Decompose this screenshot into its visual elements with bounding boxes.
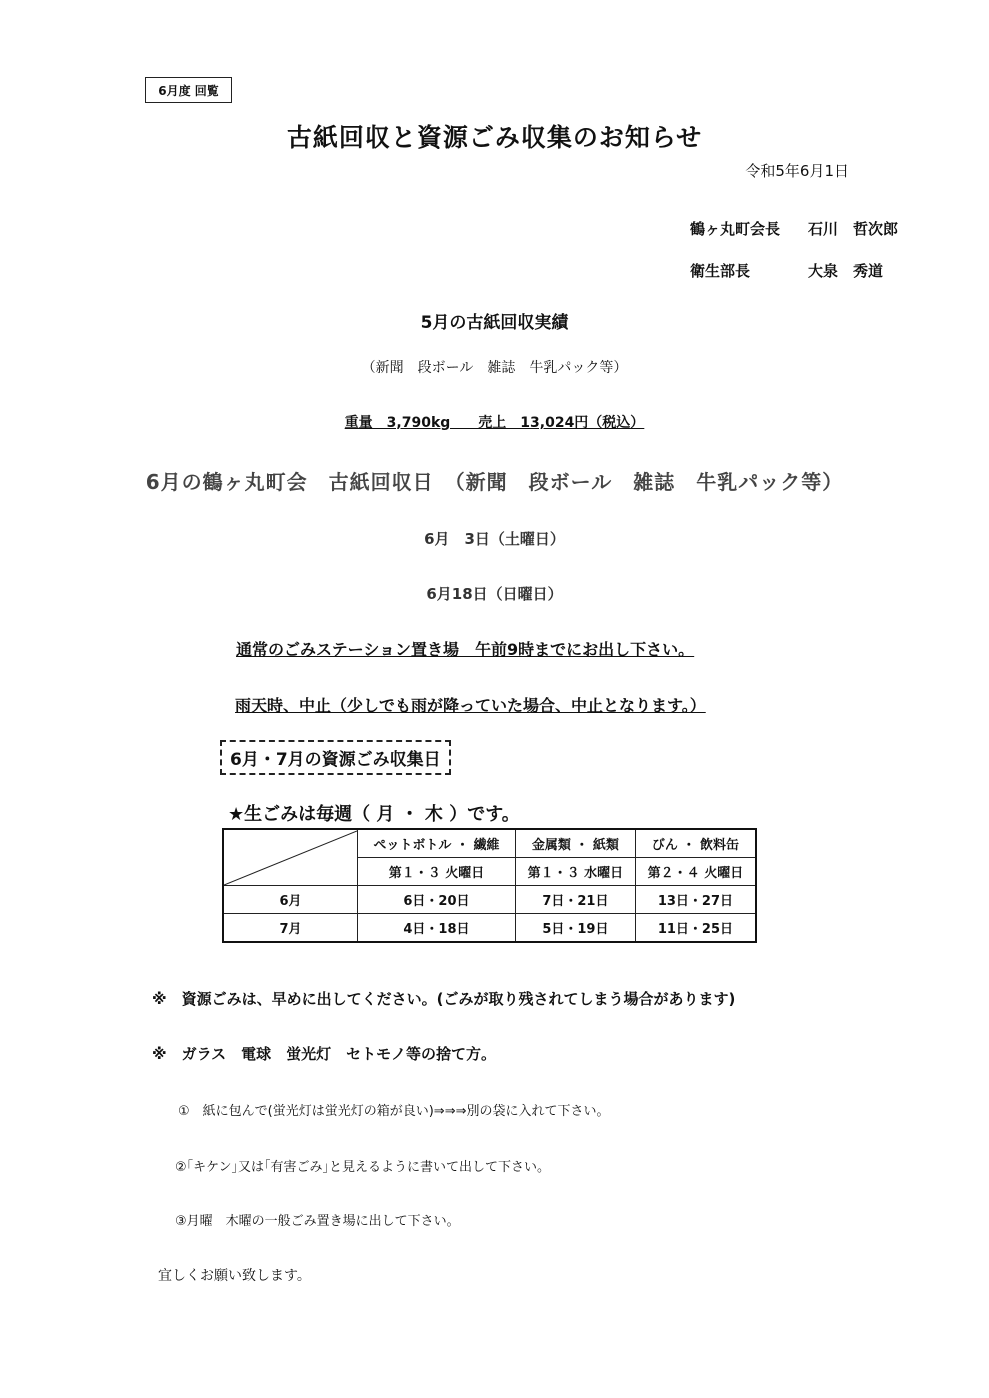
table-row: [223, 829, 756, 858]
place-notice: 通常のごみステーション置き場 午前9時までにお出し下さい。: [236, 640, 695, 659]
diagonal-line: [224, 830, 357, 886]
collection-date-1: 6月 3日（土曜日）: [424, 530, 565, 548]
may-results-weight: [0, 412, 989, 432]
rain-notice: 雨天時、中止（少しでも雨が降っていた場合、中止となります。）: [235, 696, 706, 715]
month-cell: 7月: [223, 914, 358, 943]
date-cell: 4日・18日: [358, 914, 516, 943]
date-cell: 6日・20日: [358, 886, 516, 914]
signatory-sanitation: [690, 260, 883, 281]
step-2: ②｢キケン｣又は｢有害ごみ｣と見えるように書いて出して下さい。: [175, 1160, 551, 1175]
schedule-cell: 第２・４ 火曜日: [635, 858, 756, 886]
table-header: びん ・ 飲料缶: [635, 829, 756, 858]
schedule-cell: 第１・３ 火曜日: [358, 858, 516, 886]
signatory-role: 鶴ヶ丸町会長: [690, 220, 781, 238]
signatory-role: 衛生部長: [690, 262, 751, 280]
table-row: [223, 886, 756, 914]
date-cell: 5日・19日: [515, 914, 635, 943]
collection-date-2: 6月18日（日曜日）: [426, 585, 563, 603]
date-cell: 11日・25日: [635, 914, 756, 943]
step-3: ③月曜 木曜の一般ごみ置き場に出して下さい。: [175, 1214, 460, 1229]
garbage-note: ★生ごみは毎週（ 月 ・ 木 ）です。: [228, 804, 520, 825]
june-collection-heading: 6月の鶴ヶ丸町会 古紙回収日 （新聞 段ボール 雑誌 牛乳パック等）: [145, 470, 844, 494]
resource-schedule-table: [222, 828, 757, 943]
step-1: ① 紙に包んで(蛍光灯は蛍光灯の箱が良い)⇒⇒⇒別の袋に入れて下さい。: [178, 1104, 610, 1119]
signatory-name: 大泉 秀道: [808, 262, 884, 280]
table-header: ペットボトル ・ 繊維: [358, 829, 516, 858]
table-header: 金属類 ・ 紙類: [515, 829, 635, 858]
date-cell: 7日・21日: [515, 886, 635, 914]
resource-heading: 6月・7月の資源ごみ収集日: [220, 740, 451, 775]
signatory-chairman: [690, 218, 898, 239]
diagonal-corner-cell: [223, 829, 358, 886]
table-row: [223, 914, 756, 943]
issue-date: 令和5年6月1日: [745, 162, 849, 180]
signatory-name: 石川 哲次郎: [808, 220, 899, 238]
circulation-stamp: 6月度 回覧: [145, 77, 232, 103]
note-early-disposal: ※ 資源ごみは、早めに出してください。(ごみが取り残されてしまう場合があります): [152, 990, 736, 1008]
closing-text: 宜しくお願い致します。: [158, 1268, 311, 1284]
may-results-heading: 5月の古紙回収実績: [420, 313, 569, 333]
month-cell: 6月: [223, 886, 358, 914]
schedule-cell: 第１・３ 水曜日: [515, 858, 635, 886]
may-results-items: （新聞 段ボール 雑誌 牛乳パック等）: [361, 360, 628, 376]
page-title: 古紙回収と資源ごみ収集のお知らせ: [286, 123, 703, 152]
date-cell: 13日・27日: [635, 886, 756, 914]
note-glass-disposal: ※ ガラス 電球 蛍光灯 セトモノ等の捨て方。: [152, 1045, 496, 1063]
weight-sales-text: 重量 3,790kg 売上 13,024円（税込）: [344, 415, 645, 431]
